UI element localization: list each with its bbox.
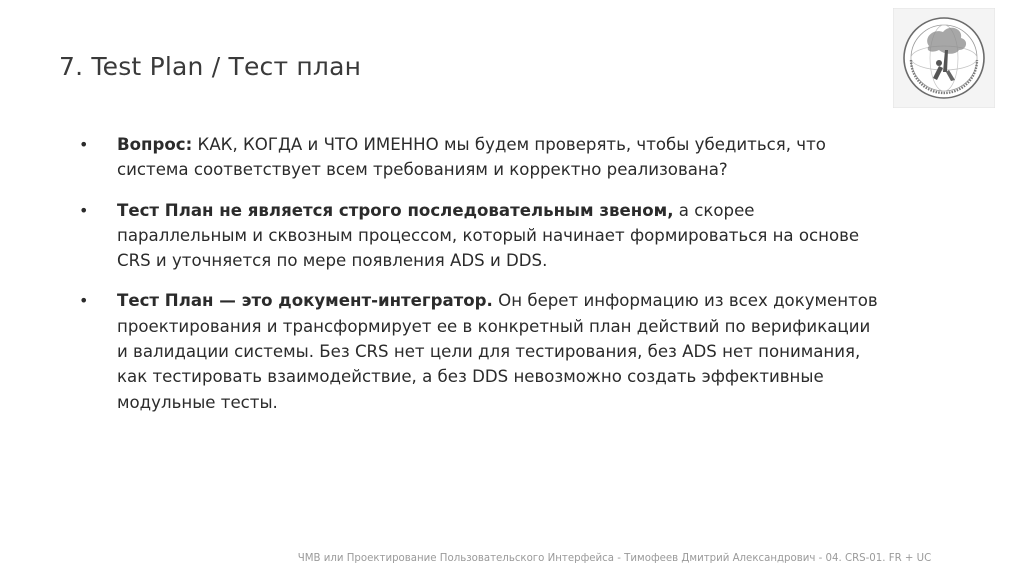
bullet-marker: • bbox=[79, 200, 89, 220]
slide-title: 7. Test Plan / Тест план bbox=[59, 52, 362, 81]
bullet-item bbox=[79, 198, 879, 274]
footer-text: ЧМВ или Проектирование Пользовательского Интерфейса - Тимофеев Дмитрий Александрович - 04. CRS-01. FR + UC bbox=[297, 553, 932, 564]
slide-footer bbox=[0, 553, 1024, 564]
bullet-item bbox=[79, 132, 879, 183]
university-emblem-icon bbox=[893, 8, 995, 108]
bullet-text: Он берет информацию из всех документов проектирования и трансформирует ее в конкретный план действий по верификации и валидации системы. Без CRS нет цели для тестирования, без ADS нет понимания, как тестировать взаимодействие, а без DDS невозможно создать эффективные модульные тесты. bbox=[117, 291, 878, 412]
bullet-list bbox=[79, 132, 879, 430]
bullet-bold-lead: Тест План — это документ-интегратор. bbox=[117, 291, 493, 311]
bullet-text: а скорее параллельным и сквозным процессом, который начинает формироваться на основе CRS и уточняется по мере появления ADS и DDS. bbox=[117, 200, 860, 271]
bullet-bold-lead: Вопрос: bbox=[117, 135, 193, 154]
bullet-text: КАК, КОГДА и ЧТО ИМЕННО мы будем проверять, чтобы убедиться, что система соответствует всем требованиям и корректно реализована? bbox=[117, 135, 826, 180]
bullet-marker: • bbox=[79, 135, 89, 154]
bullet-bold-lead: Тест План не является строго последовательным звеном, bbox=[117, 200, 674, 220]
bullet-marker: • bbox=[79, 291, 89, 311]
bullet-item bbox=[79, 288, 879, 414]
